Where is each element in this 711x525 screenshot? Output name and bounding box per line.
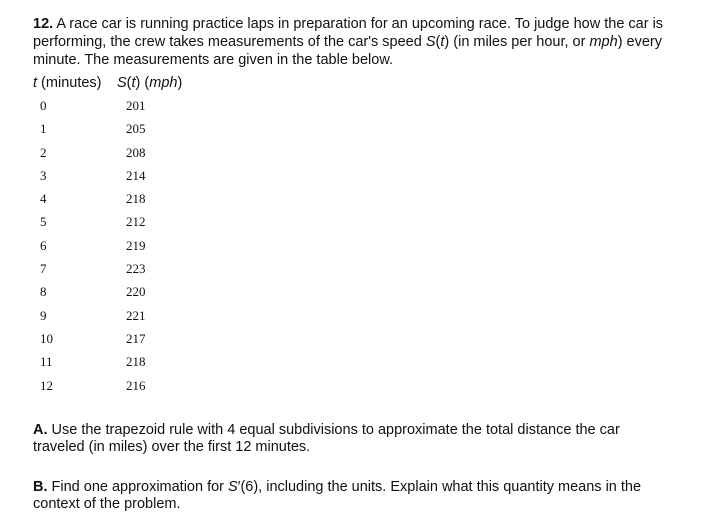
header-s-unit: mph [149, 75, 178, 91]
speed-cell: 216 [126, 378, 146, 393]
problem-text-part-2: (in miles per hour, or [449, 34, 590, 50]
function-variable: t [440, 34, 445, 50]
time-cell: 2 [40, 145, 47, 160]
part-b-letter: B. [33, 479, 48, 495]
time-cell: 4 [40, 191, 47, 206]
paren-close: ) [444, 34, 450, 50]
time-cell: 9 [40, 308, 47, 323]
paren-open: ( [435, 34, 441, 50]
speed-cell: 219 [126, 238, 146, 253]
speed-cell: 212 [126, 214, 146, 229]
speed-cell: 201 [126, 98, 146, 113]
speed-cell: 208 [126, 145, 146, 160]
part-a [33, 422, 673, 456]
speed-cell: 221 [126, 308, 146, 323]
function-name: S [425, 34, 436, 50]
speed-cell: 218 [126, 191, 146, 206]
column-header-time [33, 74, 117, 92]
table-header [33, 74, 182, 92]
problem-text-part-1: A race car is running practice laps in preparation for an upcoming race. To judge how the car is performing, the crew takes measurements of the car's speed [33, 16, 664, 50]
time-cell: 0 [40, 98, 47, 113]
time-cell: 5 [40, 214, 47, 229]
time-cell: 10 [40, 331, 53, 346]
part-a-letter: A. [33, 422, 48, 438]
speed-cell: 214 [126, 168, 146, 183]
time-cell: 12 [40, 378, 53, 393]
column-header-speed [117, 74, 182, 92]
header-s-var: t [131, 75, 136, 91]
speed-cell: 218 [126, 354, 146, 369]
problem-statement [33, 15, 673, 69]
part-b-text-2: , including the units. Explain what this quantity means in the context of the problem. [33, 479, 642, 512]
time-cell: 1 [40, 121, 47, 136]
problem-text-part-3: ) every minute. The measurements are given in the table below. [33, 34, 663, 68]
problem-number: 12. [33, 16, 54, 32]
time-cell: 11 [40, 354, 53, 369]
mph-unit: mph [589, 34, 618, 50]
speed-cell: 223 [126, 261, 146, 276]
header-t-unit: (minutes) [37, 75, 102, 91]
time-cell: 3 [40, 168, 47, 183]
header-t-var: t [33, 75, 38, 91]
header-s-func: S [117, 75, 127, 91]
speed-cell: 217 [126, 331, 146, 346]
speed-cell: 205 [126, 121, 146, 136]
part-a-text: Use the trapezoid rule with 4 equal subdivisions to approximate the total distance the car traveled (in miles) over the first 12 minutes. [33, 422, 620, 455]
speed-cell: 220 [126, 284, 146, 299]
part-b-function: S [228, 479, 238, 495]
part-b-prime-arg: ′(6) [237, 479, 259, 495]
header-s-paren-close: ) ( [135, 75, 150, 91]
header-s-paren-open: ( [126, 75, 132, 91]
part-b [33, 479, 673, 513]
time-cell: 8 [40, 284, 47, 299]
part-b-text-1: Find one approximation for [47, 479, 229, 495]
time-cell: 7 [40, 261, 47, 276]
time-cell: 6 [40, 238, 47, 253]
header-s-end: ) [177, 75, 183, 91]
